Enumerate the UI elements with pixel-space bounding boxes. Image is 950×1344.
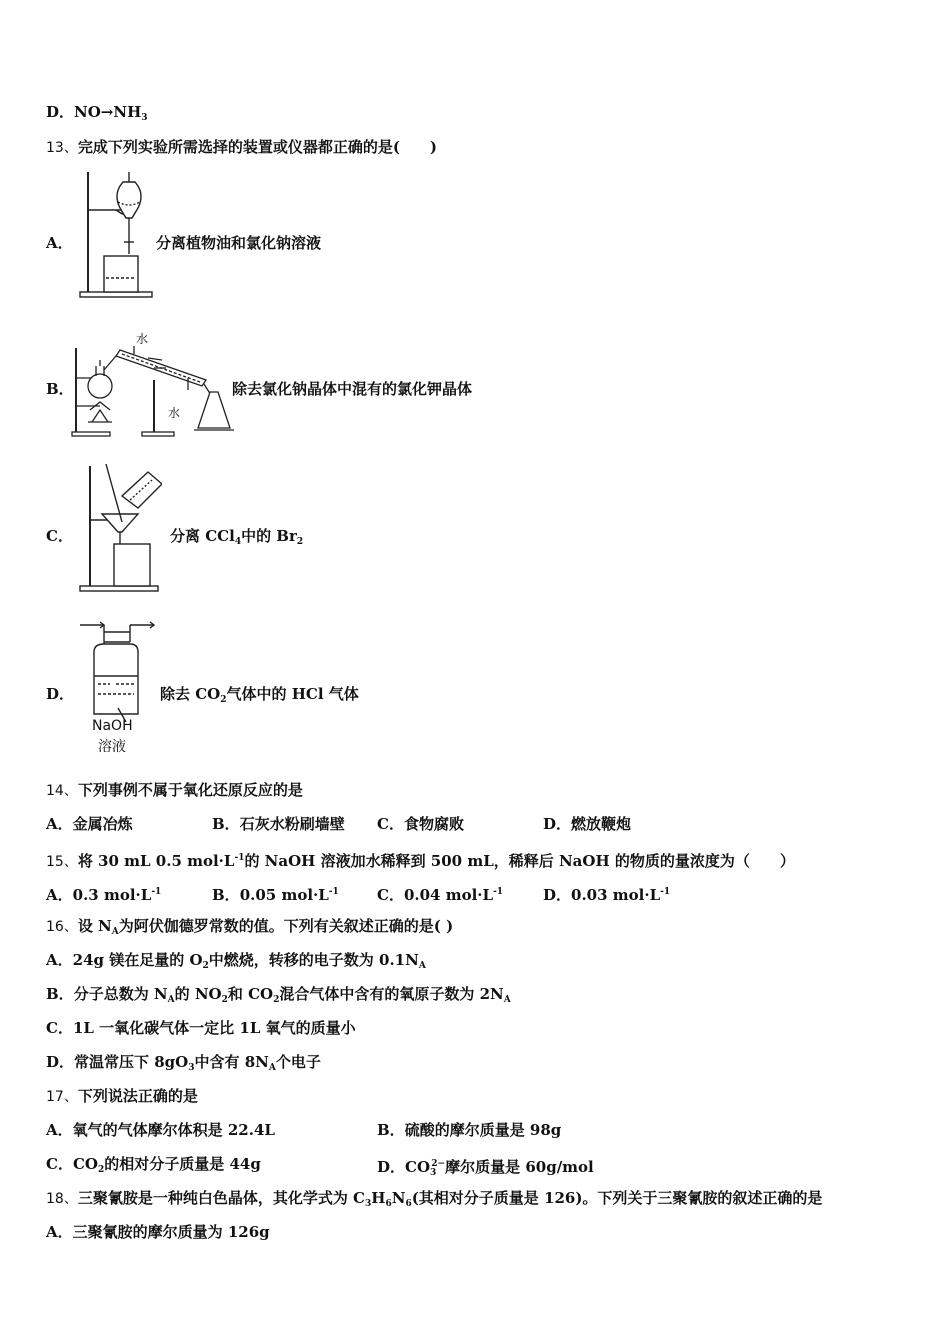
q13-d-caption [160, 684, 359, 710]
q15-a-sup: -1 [151, 887, 162, 897]
q14-b-text: 石灰水粉刷墙壁 [239, 815, 345, 833]
q13-number: 13、 [46, 140, 78, 156]
q13-d-cap-pre: 除去 CO [160, 685, 221, 703]
q16-a-t2: 中燃烧，转移的电子数为 0.1N [208, 951, 419, 969]
q17-d-t1: CO [405, 1158, 431, 1176]
q18-a-label: A． [46, 1223, 73, 1241]
q13-stem [46, 137, 437, 158]
q13-b-caption: 除去氯化钠晶体中混有的氯化钾晶体 [232, 380, 473, 398]
q16-b-t1: 分子总数为 N [73, 985, 168, 1003]
q17-option-a [46, 1120, 275, 1140]
q16-b-t4: 混合气体中含有的氧原子数为 2N [279, 985, 504, 1003]
q16-b-s1: A [167, 995, 175, 1005]
q17-d-label: D． [377, 1158, 406, 1176]
q17-option-c [46, 1154, 261, 1180]
q16-a-s1: 2 [202, 961, 209, 971]
q16-option-c [46, 1018, 356, 1038]
q13-b-label: B． [46, 380, 74, 398]
q16-stem-a: 设 N [77, 917, 112, 935]
q18-stem [46, 1188, 822, 1214]
q14-b-label: B． [212, 815, 240, 833]
q18-number: 18、 [46, 1191, 78, 1207]
q17-c-label: C． [46, 1155, 73, 1173]
q14-option-a [46, 814, 133, 834]
q17-b-text: 硫酸的摩尔质量是 98g [404, 1121, 562, 1139]
q13-c-cap-pre: 分离 CCl [170, 527, 235, 545]
gas-washing-bottle-figure [76, 618, 156, 755]
q15-d-sup: -1 [660, 887, 671, 897]
q15-a-text: 0.3 mol·L [72, 886, 152, 904]
q15-c-label: C． [377, 886, 404, 904]
q15-c-text: 0.04 mol·L [403, 886, 494, 904]
q14-d-label: D． [543, 815, 572, 833]
q13-c-label: C． [46, 527, 73, 545]
q15-d-text: 0.03 mol·L [571, 886, 661, 904]
q16-a-label: A． [46, 951, 73, 969]
q17-d-p1: 2− [431, 1159, 446, 1169]
q16-d-t3: 个电子 [275, 1053, 321, 1071]
q16-stem-b: 为阿伏伽德罗常数的值。下列有关叙述正确的是( ) [118, 917, 454, 935]
q17-a-text: 氧气的气体摩尔体积是 22.4L [72, 1121, 275, 1139]
q13-d-cap-post: 气体中的 HCl 气体 [226, 685, 359, 703]
naoh-label: NaOH [92, 718, 133, 734]
q18-t3: N [391, 1189, 406, 1207]
q15-c-sup: -1 [493, 887, 504, 897]
q16-b-t2: 的 NO [174, 985, 222, 1003]
distillation-apparatus-figure [70, 330, 236, 438]
q15-b-sup: -1 [328, 887, 339, 897]
q13-c-cap-post: 中的 Br [241, 527, 297, 545]
q17-c-s1: 2 [97, 1165, 105, 1175]
q16-b-t3: 和 CO [227, 985, 274, 1003]
q16-d-s2: A [268, 1063, 276, 1073]
q15-a-label: A． [46, 886, 73, 904]
q16-c-label: C． [46, 1019, 73, 1037]
water-outlet-label: 水 [168, 406, 181, 420]
q14-option-d [543, 814, 631, 834]
q16-b-s2: 2 [221, 995, 228, 1005]
q14-option-b [212, 814, 345, 834]
q14-number: 14、 [46, 783, 78, 799]
q16-d-s1: 3 [188, 1063, 195, 1073]
q13-c-caption [170, 526, 303, 552]
q16-a-t1: 24g 镁在足量的 O [72, 951, 203, 969]
q16-stem [46, 916, 453, 942]
q15-d-label: D． [543, 886, 572, 904]
q14-c-label: C． [377, 815, 404, 833]
q17-stem [46, 1086, 198, 1107]
q16-c-text: 1L 一氧化碳气体一定比 1L 氧气的质量小 [72, 1019, 356, 1037]
q14-option-c [377, 814, 464, 834]
water-inlet-label: 水 [136, 332, 149, 346]
q12-d-label: D． [46, 103, 75, 121]
q12-d-sub: 3 [141, 113, 148, 123]
q13-c-cap-sub2: 2 [296, 537, 304, 547]
q14-a-label: A． [46, 815, 73, 833]
q16-number: 16、 [46, 919, 78, 935]
q13-d-cap-sub: 2 [220, 695, 227, 705]
q13-a-caption: 分离植物油和氯化钠溶液 [156, 234, 322, 252]
q15-stem-b: 的 NaOH 溶液加水稀释到 500 mL，稀释后 NaOH 的物质的量浓度为（ ） [244, 852, 795, 870]
q14-stem [46, 780, 303, 801]
q16-option-a [46, 950, 426, 976]
q13-c-cap-sub: 4 [234, 537, 242, 547]
q17-stem-text: 下列说法正确的是 [77, 1087, 198, 1105]
q18-a-text: 三聚氰胺的摩尔质量为 126g [72, 1223, 270, 1241]
q16-stem-sub: A [111, 927, 119, 937]
q16-d-t1: 常温常压下 8gO [74, 1053, 189, 1071]
q13-d-label: D． [46, 685, 75, 703]
q18-t4: (其相对分子质量是 126)。下列关于三聚氰胺的叙述正确的是 [411, 1189, 823, 1207]
q17-number: 17、 [46, 1089, 78, 1105]
q15-stem-a: 将 30 mL 0.5 mol·L [77, 852, 235, 870]
q15-option-b [212, 882, 339, 905]
q14-c-text: 食物腐败 [403, 815, 464, 833]
q17-d-t2: 摩尔质量是 60g/mol [445, 1158, 594, 1176]
q17-option-d [377, 1154, 594, 1183]
q17-d-s1: 3 [430, 1168, 437, 1178]
q15-number: 15、 [46, 854, 78, 870]
q15-option-a [46, 882, 161, 905]
q18-option-a [46, 1222, 270, 1242]
q15-option-c [377, 882, 503, 905]
q17-c-t1: CO [72, 1155, 98, 1173]
q16-b-label: B． [46, 985, 74, 1003]
q16-b-s4: A [503, 995, 511, 1005]
q17-a-label: A． [46, 1121, 73, 1139]
q16-b-s3: 2 [273, 995, 280, 1005]
q16-d-t2: 中含有 8N [194, 1053, 269, 1071]
q18-s3: 6 [405, 1199, 412, 1209]
q17-c-t2: 的相对分子质量是 44g [104, 1155, 261, 1173]
separatory-funnel-figure [76, 168, 156, 300]
q16-option-b [46, 984, 511, 1010]
q12-d-text: NO→NH [74, 103, 142, 121]
q15-option-d [543, 882, 670, 905]
q15-b-label: B． [212, 886, 240, 904]
q15-stem [46, 848, 795, 872]
filtration-funnel-figure [78, 462, 162, 594]
q14-a-text: 金属冶炼 [72, 815, 133, 833]
solution-label: 溶液 [98, 739, 126, 755]
q14-stem-text: 下列事例不属于氧化还原反应的是 [77, 781, 303, 799]
q18-s1: 3 [365, 1199, 372, 1209]
q15-stem-sup: -1 [234, 853, 245, 863]
q16-option-d [46, 1052, 321, 1078]
q14-d-text: 燃放鞭炮 [571, 815, 632, 833]
q18-t1: 三聚氰胺是一种纯白色晶体，其化学式为 C [77, 1189, 365, 1207]
q16-d-label: D． [46, 1053, 75, 1071]
q13-stem-text: 完成下列实验所需选择的装置或仪器都正确的是( ) [77, 138, 438, 156]
q13-a-label: A． [46, 234, 73, 252]
q16-a-s2: A [418, 961, 426, 971]
q18-s2: 6 [385, 1199, 392, 1209]
q15-b-text: 0.05 mol·L [239, 886, 329, 904]
q17-b-label: B． [377, 1121, 405, 1139]
q17-option-b [377, 1120, 561, 1140]
q18-t2: H [371, 1189, 386, 1207]
q12-option-d [46, 102, 148, 128]
